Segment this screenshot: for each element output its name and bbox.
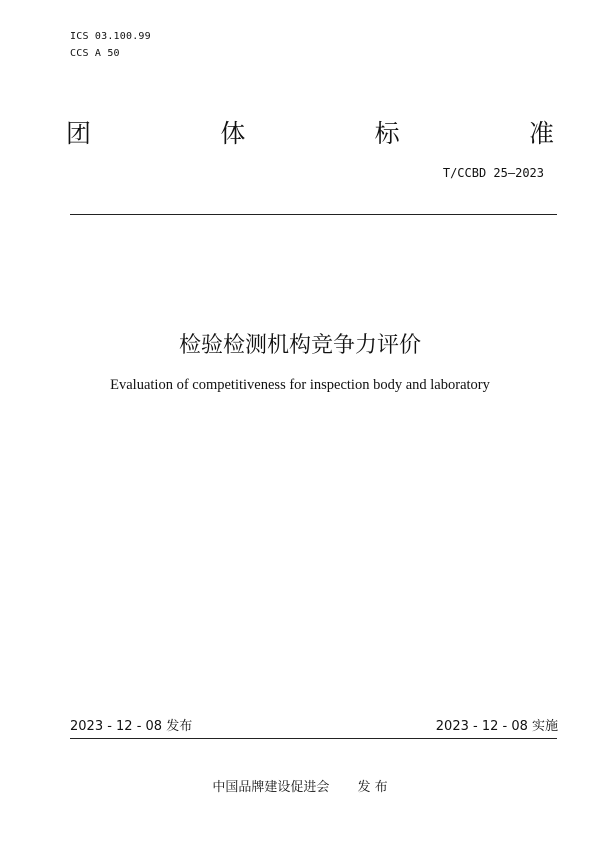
- bottom-divider: [70, 738, 557, 739]
- publisher-action: 发 布: [357, 780, 388, 795]
- ccs-code: CCS A 50: [70, 48, 120, 59]
- document-type-heading: [66, 114, 554, 150]
- standard-number: T/CCBD 25—2023: [442, 166, 544, 180]
- publisher-line: [0, 776, 600, 795]
- ics-code: ICS 03.100.99: [70, 31, 151, 42]
- document-type-char-3: 标: [374, 119, 400, 148]
- document-type-char-4: 准: [528, 119, 554, 148]
- top-divider: [70, 214, 557, 215]
- publish-date: 2023 - 12 - 08 发布: [70, 719, 193, 734]
- implementation-date: 2023 - 12 - 08 实施: [435, 719, 558, 734]
- chinese-title: 检验检测机构竞争力评价: [178, 333, 421, 358]
- document-type-char-1: 团: [66, 119, 92, 148]
- document-type-char-2: 体: [220, 119, 246, 148]
- english-title: Evaluation of competitiveness for inspection body and laboratory: [110, 377, 490, 393]
- publisher-name: 中国品牌建设促进会: [212, 780, 330, 795]
